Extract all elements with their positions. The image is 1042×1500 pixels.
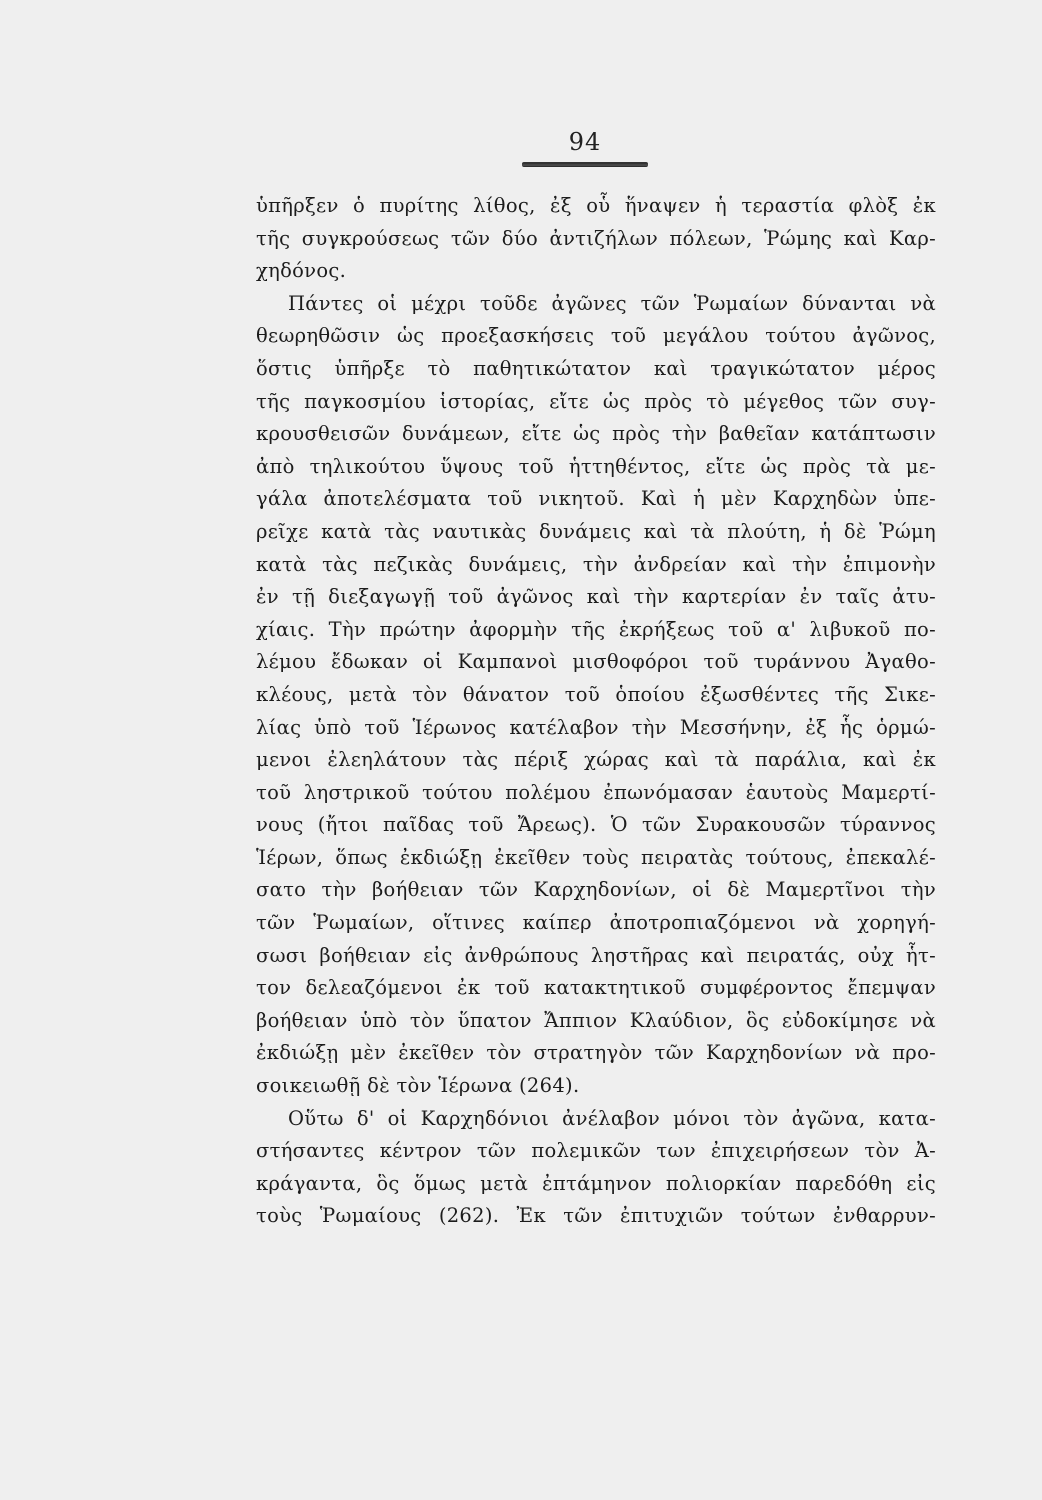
paragraph-start-line: Οὕτω δ' οἱ Καρχηδόνιοι ἀνέλαβον μόνοι τὸν ἀγῶνα, κατα- (288, 1106, 936, 1130)
text-line: λίας ὑπὸ τοῦ Ἱέρωνος κατέλαβον τὴν Μεσσήνην, ἐξ ἧς ὁρμώ- (256, 715, 936, 739)
text-line: κατὰ τὰς πεζικὰς δυνάμεις, τὴν ἀνδρείαν καὶ τὴν ἐπιμονὴν (256, 552, 936, 576)
text-line: ἀπὸ τηλικούτου ὕψους τοῦ ἡττηθέντος, εἴτε ὡς πρὸς τὰ με- (256, 454, 936, 478)
text-line: τῆς παγκοσμίου ἱστορίας, εἴτε ὡς πρὸς τὸ μέγεθος τῶν συγ- (256, 389, 936, 413)
text-line: χηδόνος. (256, 259, 347, 283)
text-line: τοὺς Ῥωμαίους (262). Ἐκ τῶν ἐπιτυχιῶν τούτων ἐνθαρρυν- (256, 1204, 936, 1228)
ornamental-rule (522, 162, 648, 167)
text-line: λέμου ἔδωκαν οἱ Καμπανοὶ μισθοφόροι τοῦ τυράννου Ἀγαθο- (256, 650, 936, 674)
paragraph-start-line: Πάντες οἱ μέχρι τοῦδε ἀγῶνες τῶν Ῥωμαίων δύνανται νὰ (288, 291, 936, 315)
text-line: Ἱέρων, ὅπως ἐκδιώξῃ ἐκεῖθεν τοὺς πειρατὰς τούτους, ἐπεκαλέ- (256, 845, 936, 869)
text-line: νους (ἤτοι παῖδας τοῦ Ἄρεως). Ὁ τῶν Συρακουσῶν τύραννος (256, 813, 936, 837)
text-line: κράγαντα, ὃς ὅμως μετὰ ἐπτάμηνον πολιορκίαν παρεδόθη εἰς (256, 1171, 936, 1195)
body-text (256, 190, 936, 1233)
page-number: 94 (568, 128, 602, 156)
text-line: στήσαντες κέντρον τῶν πολεμικῶν των ἐπιχειρήσεων τὸν Ἀ- (256, 1139, 936, 1163)
text-line: ὅστις ὑπῆρξε τὸ παθητικώτατον καὶ τραγικώτατον μέρος (256, 356, 936, 380)
text-line: σοικειωθῇ δὲ τὸν Ἱέρωνα (264). (256, 1074, 580, 1098)
text-line: βοήθειαν ὑπὸ τὸν ὕπατον Ἄππιον Κλαύδιον, ὃς εὐδοκίμησε νὰ (256, 1008, 936, 1032)
text-line: τον δελεαζόμενοι ἐκ τοῦ κατακτητικοῦ συμφέροντος ἔπεμψαν (256, 976, 936, 1000)
text-line: τοῦ ληστρικοῦ τούτου πολέμου ἐπωνόμασαν ἑαυτοὺς Μαμερτί- (256, 780, 936, 804)
text-line: ὑπῆρξεν ὁ πυρίτης λίθος, ἐξ οὗ ἥναψεν ἡ τεραστία φλὸξ ἐκ (256, 194, 936, 217)
text-line: μενοι ἐλεηλάτουν τὰς πέριξ χώρας καὶ τὰ παράλια, καὶ ἐκ (256, 748, 936, 772)
text-line: γάλα ἀποτελέσματα τοῦ νικητοῦ. Καὶ ἡ μὲν Καρχηδὼν ὑπε- (256, 487, 936, 511)
text-line: θεωρηθῶσιν ὡς προεξασκήσεις τοῦ μεγάλου τούτου ἀγῶνος, (256, 324, 936, 348)
text-line: τῶν Ῥωμαίων, οἵτινες καίπερ ἀποτροπιαζόμενοι νὰ χορηγή- (256, 911, 936, 935)
text-line: τῆς συγκρούσεως τῶν δύο ἀντιζήλων πόλεων, Ῥώμης καὶ Καρ- (256, 226, 936, 250)
text-line: ἐκδιώξῃ μὲν ἐκεῖθεν τὸν στρατηγὸν τῶν Καρχηδονίων νὰ προ- (256, 1041, 936, 1065)
text-line: χίαις. Τὴν πρώτην ἀφορμὴν τῆς ἐκρήξεως τοῦ α' λιβυκοῦ πο- (256, 617, 936, 641)
text-line: κλέους, μετὰ τὸν θάνατον τοῦ ὁποίου ἐξωσθέντες τῆς Σικε- (256, 682, 936, 706)
text-line: ἐν τῇ διεξαγωγῇ τοῦ ἀγῶνος καὶ τὴν καρτερίαν ἐν ταῖς ἀτυ- (256, 585, 936, 609)
text-line: σατο τὴν βοήθειαν τῶν Καρχηδονίων, οἱ δὲ Μαμερτῖνοι τὴν (256, 878, 936, 902)
text-line: σωσι βοήθειαν εἰς ἀνθρώπους ληστῆρας καὶ πειρατάς, οὐχ ἧτ- (256, 943, 936, 967)
text-line: κρουσθεισῶν δυνάμεων, εἴτε ὡς πρὸς τὴν βαθεῖαν κατάπτωσιν (256, 422, 936, 446)
text-line: ρεῖχε κατὰ τὰς ναυτικὰς δυνάμεις καὶ τὰ πλούτη, ἡ δὲ Ῥώμη (256, 519, 936, 543)
